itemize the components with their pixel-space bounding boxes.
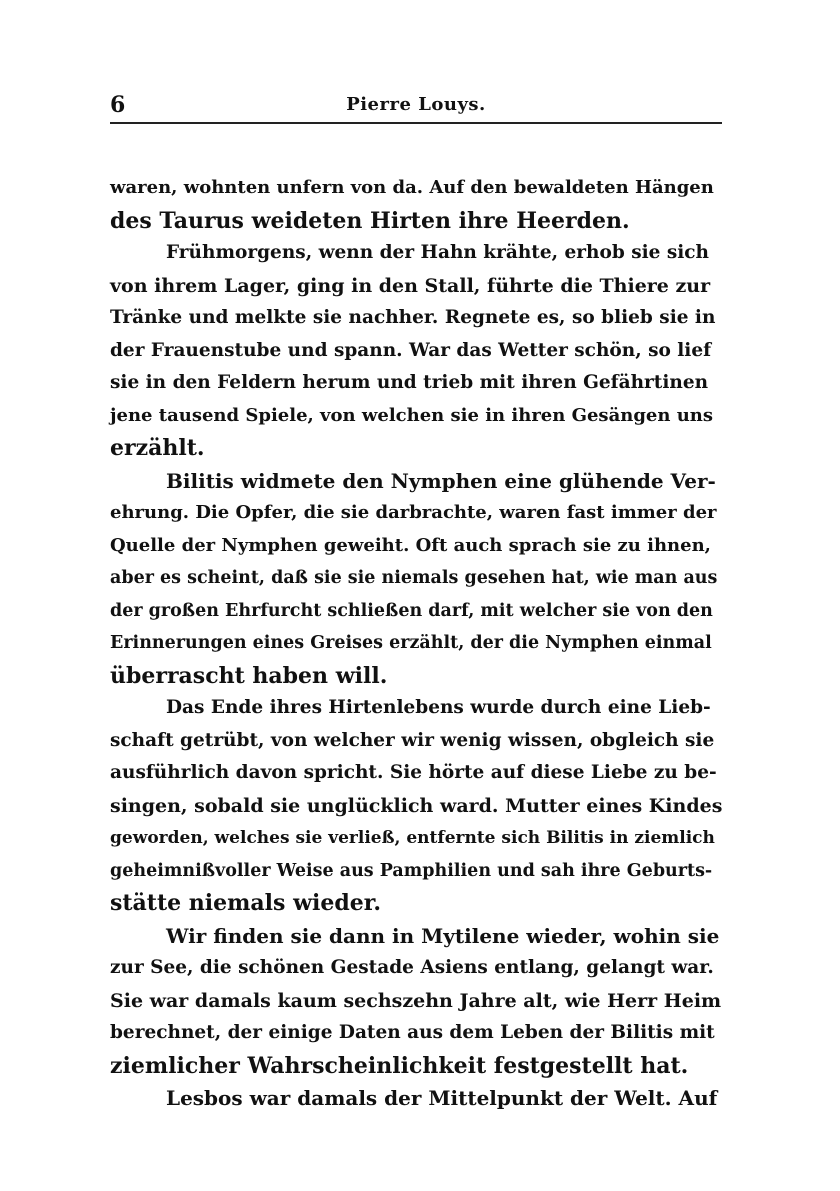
text-line: singen, sobald sie unglücklich ward. Mutter eines Kindes	[110, 794, 723, 817]
text-line: erzählt.	[110, 435, 205, 461]
text-line: ziemlicher Wahrscheinlichkeit festgestellt hat.	[110, 1052, 689, 1079]
text-line: Frühmorgens, wenn der Hahn krähte, erhob sie sich	[166, 242, 710, 263]
text-line: Sie war damals kaum sechszehn Jahre alt, wie Herr Heim	[110, 989, 722, 1012]
text-line: Bilitis widmete den Nymphen eine glühende Ver-	[166, 468, 716, 493]
body-text	[110, 172, 722, 1115]
page-header	[110, 92, 722, 124]
text-line: Tränke und melkte sie nachher. Regnete es, so blieb sie in	[110, 307, 716, 328]
text-line: waren, wohnten unfern von da. Auf den bewaldeten Hängen	[110, 177, 714, 198]
text-line: überrascht haben will.	[110, 662, 388, 689]
text-line: aber es scheint, daß sie sie niemals gesehen hat, wie man aus	[110, 568, 718, 588]
text-line: Wir finden sie dann in Mytilene wieder, wohin sie	[166, 923, 720, 948]
text-line: Das Ende ihres Hirtenlebens wurde durch eine Lieb-	[166, 697, 711, 718]
running-head: Pierre Louys.	[346, 94, 486, 115]
text-line: Erinnerungen eines Greises erzählt, der die Nymphen einmal	[110, 633, 712, 653]
text-line: geheimnißvoller Weise aus Pamphilien und sah ihre Geburts-	[110, 860, 713, 881]
text-line: schaft getrübt, von welcher wir wenig wissen, obgleich sie	[110, 729, 715, 751]
text-line: ausführlich davon spricht. Sie hörte auf diese Liebe zu be-	[110, 762, 717, 783]
text-line: der Frauenstube und spann. War das Wetter schön, so lief	[110, 339, 712, 361]
page-number: 6	[110, 92, 126, 118]
text-line: Quelle der Nymphen geweiht. Oft auch sprach sie zu ihnen,	[110, 534, 711, 556]
text-line: jene tausend Spiele, von welchen sie in ihren Gesängen uns	[110, 404, 714, 426]
text-line: ehrung. Die Opfer, die sie darbrachte, waren fast immer der	[110, 502, 717, 523]
text-line: des Taurus weideten Hirten ihre Heerden.	[110, 207, 630, 234]
text-line: berechnet, der einige Daten aus dem Leben der Bilitis mit	[110, 1022, 715, 1043]
text-line: Lesbos war damals der Mittelpunkt der Welt. Auf	[166, 1086, 718, 1110]
text-line: stätte niemals wieder.	[110, 890, 381, 916]
text-line: zur See, die schönen Gestade Asiens entlang, gelangt war.	[110, 957, 714, 978]
text-line: von ihrem Lager, ging in den Stall, führte die Thiere zur	[110, 274, 711, 297]
text-line: geworden, welches sie verließ, entfernte sich Bilitis in ziemlich	[110, 828, 715, 848]
text-line: sie in den Feldern herum und trieb mit ihren Gefährtinen	[110, 372, 709, 393]
text-line: der großen Ehrfurcht schließen darf, mit welcher sie von den	[110, 600, 713, 621]
